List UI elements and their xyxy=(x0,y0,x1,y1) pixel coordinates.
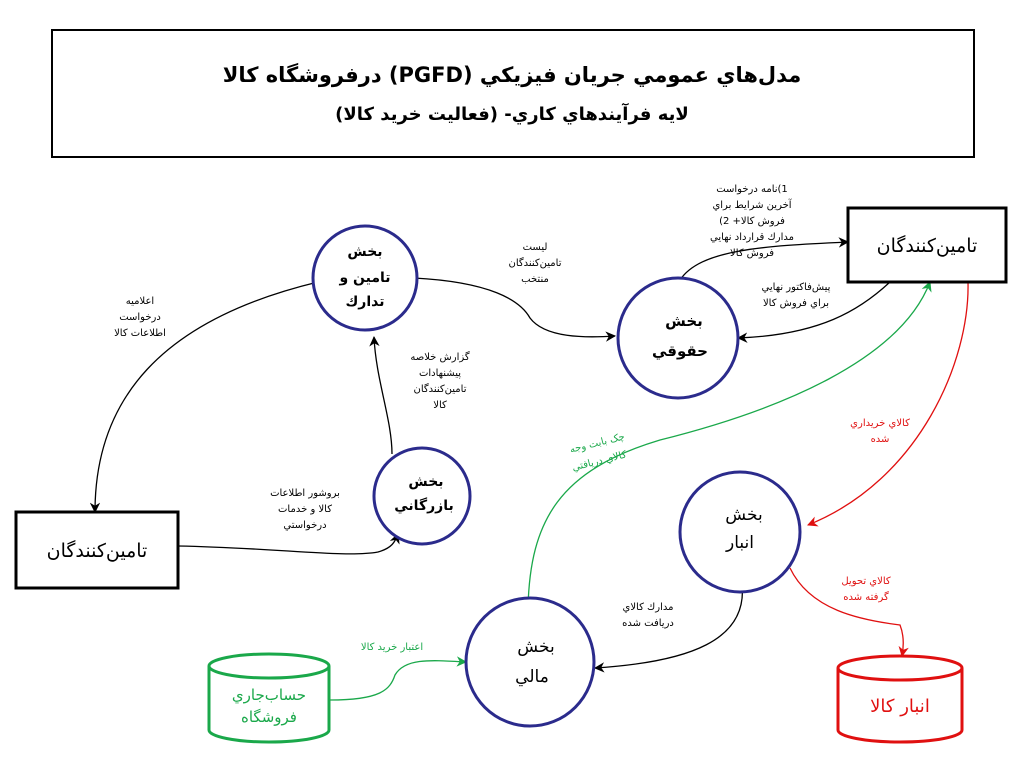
node-finance-l2: مالي xyxy=(515,667,549,687)
label-list-l2: تامين‌كنندگان xyxy=(508,258,562,269)
label-check xyxy=(569,431,628,473)
label-brochure-l2: كالا و خدمات xyxy=(278,504,332,515)
label-purchased xyxy=(850,418,910,445)
label-purchased-l1: كالاي خريداري xyxy=(850,418,910,429)
node-warehouse xyxy=(680,472,800,592)
node-procurement-l3: تدارك xyxy=(345,294,385,310)
node-procurement-l2: تامين و xyxy=(339,270,391,286)
label-list-l3: منتخب xyxy=(521,274,549,285)
flow-marketing-to-procurement xyxy=(374,337,392,454)
node-procurement-l1: بخش xyxy=(347,244,383,260)
label-request-l4: مدارك قرارداد نهايي xyxy=(710,232,794,243)
label-docs-l1: مدارك كالاي xyxy=(622,602,674,613)
flow-procurement-to-legal xyxy=(414,278,615,337)
label-announce xyxy=(114,296,166,339)
label-request-l5: فروش كالا xyxy=(729,248,775,259)
title-line1: مدل‌هاي عمومي جريان فيزيکي (PGFD) درفروشگاه کالا xyxy=(222,63,802,87)
label-list xyxy=(508,242,561,285)
entity-supplier-left xyxy=(16,512,178,588)
store-goods xyxy=(838,656,962,742)
label-list-l1: ليست xyxy=(522,242,548,253)
label-report-l4: كالا xyxy=(433,400,447,411)
entity-supplier-left-label: تامين‌كنندگان xyxy=(46,540,148,562)
node-finance xyxy=(466,598,594,726)
flow-left-supplier-to-marketing xyxy=(178,534,398,554)
label-announce-l3: اطلاعات كالا xyxy=(114,328,166,339)
title-line2: لايه فرآيندهاي كاري- (فعاليت خريد کالا) xyxy=(335,104,689,125)
store-account-l1: حساب‌جاري xyxy=(231,686,307,704)
label-credit: اعتبار خريد كالا xyxy=(360,642,424,653)
node-legal-l1: بخش xyxy=(665,312,703,330)
label-invoice xyxy=(762,282,831,309)
label-request-l1: 1)نامه درخواست xyxy=(716,184,788,195)
label-brochure xyxy=(270,488,340,531)
store-account-l2: فروشگاه xyxy=(241,708,297,726)
label-delivered xyxy=(841,576,891,603)
node-procurement xyxy=(313,226,417,330)
label-announce-l1: اعلاميه xyxy=(125,296,155,307)
node-marketing xyxy=(374,448,470,544)
flow-supplier-to-warehouse-red xyxy=(808,282,968,525)
label-brochure-l3: درخواستي xyxy=(283,520,327,531)
label-invoice-l2: براي فروش كالا xyxy=(762,298,830,309)
node-warehouse-l1: بخش xyxy=(725,505,763,525)
label-announce-l2: درخواست xyxy=(119,312,161,323)
title-box xyxy=(52,30,974,157)
node-legal-l2: حقوقي xyxy=(651,342,709,360)
entity-supplier-right-label: تامين‌كنندگان xyxy=(876,235,978,257)
label-brochure-l1: بروشور اطلاعات xyxy=(270,488,340,499)
label-docs xyxy=(622,602,674,629)
store-goods-label: انبار كالا xyxy=(870,696,930,717)
label-report xyxy=(410,351,470,411)
node-warehouse-l2: انبار xyxy=(726,533,754,553)
label-request xyxy=(710,184,794,259)
store-account xyxy=(209,654,329,742)
label-delivered-l1: كالاي تحويل xyxy=(841,576,891,587)
label-report-l3: تامين‌كنندگان xyxy=(413,384,467,395)
node-legal xyxy=(618,278,738,398)
label-purchased-l2: شده xyxy=(870,434,890,445)
label-report-l2: پيشنهادات xyxy=(418,368,462,379)
node-finance-l1: بخش xyxy=(517,637,555,657)
flow-account-to-finance-green xyxy=(330,661,466,700)
label-check-l2: كالاي دريافتي xyxy=(571,449,628,474)
label-docs-l2: دريافت شده xyxy=(622,618,674,629)
node-marketing-l1: بخش xyxy=(408,474,444,490)
label-request-l2: آخرين شرايط براي xyxy=(712,200,792,211)
entity-supplier-right xyxy=(848,208,1006,282)
node-marketing-l2: بازرگاني xyxy=(394,498,454,514)
label-check-l1: چک بابت وجه xyxy=(568,431,627,456)
label-report-l1: گزارش خلاصه xyxy=(410,352,470,363)
label-invoice-l1: پيش‌فاكتور نهايي xyxy=(761,282,831,293)
label-request-l3: فروش كالا+ 2) xyxy=(719,216,785,227)
label-delivered-l2: گرفته شده xyxy=(843,592,889,603)
